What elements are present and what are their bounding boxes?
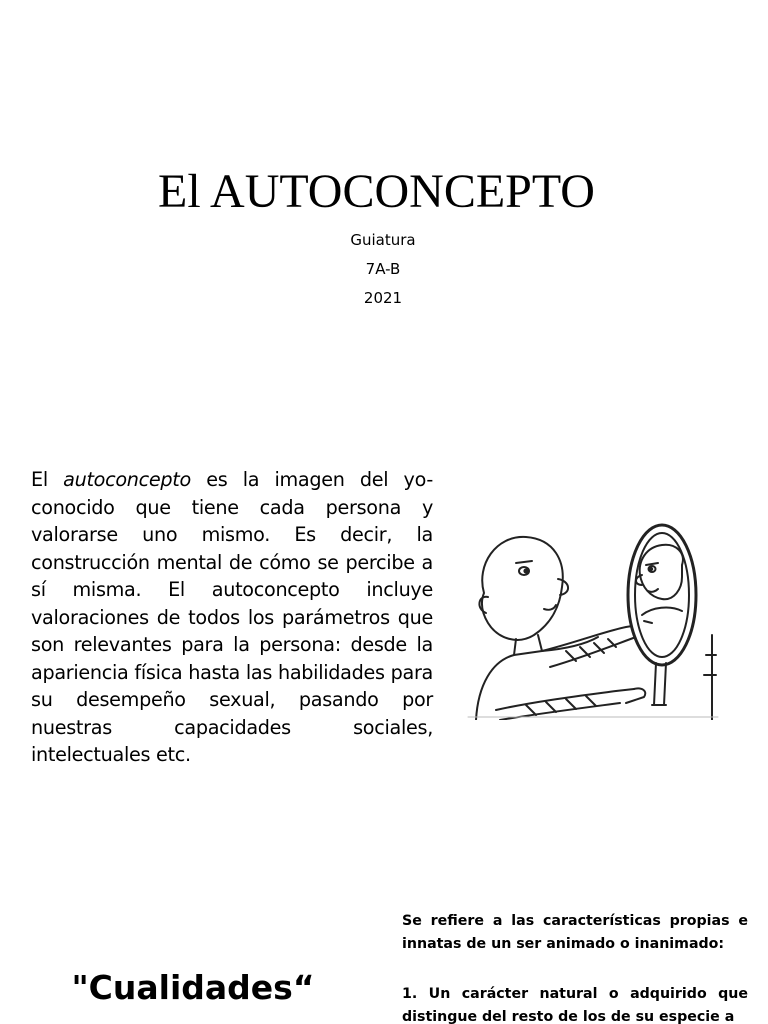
definition-intro: Se refiere a las características propias e innatas de un ser animado o inanimado: <box>402 913 748 952</box>
cualidades-definition <box>402 910 748 1024</box>
page-title: El AUTOCONCEPTO <box>158 165 595 218</box>
cualidades-heading: "Cualidades“ <box>71 968 315 1007</box>
subtitle-year: 2021 <box>363 289 403 307</box>
definition-paragraph <box>31 466 433 769</box>
paragraph-body: es la imagen del yo-conocido que tiene cada persona y valorarse uno mismo. Es decir, la construcción mental de cómo se percibe a sí misma. El autoconcepto incluye valoraciones de todos los parámetros que son relevantes para la persona: desde la apariencia física hasta las habilidades para su desempeño sexual, pasando por nuestras capacidades sociales, intelectuales etc. <box>31 468 433 766</box>
definition-item-1: 1. Un carácter natural o adquirido que distingue del resto de los de su especie a <box>402 986 748 1024</box>
subtitle-course: Guiatura <box>350 231 416 249</box>
subtitle-class: 7A-B <box>365 260 401 278</box>
paragraph-lead: El <box>31 468 64 491</box>
man-pointing-at-mirror-icon <box>466 505 720 720</box>
paragraph-term: autoconcepto <box>63 468 191 491</box>
